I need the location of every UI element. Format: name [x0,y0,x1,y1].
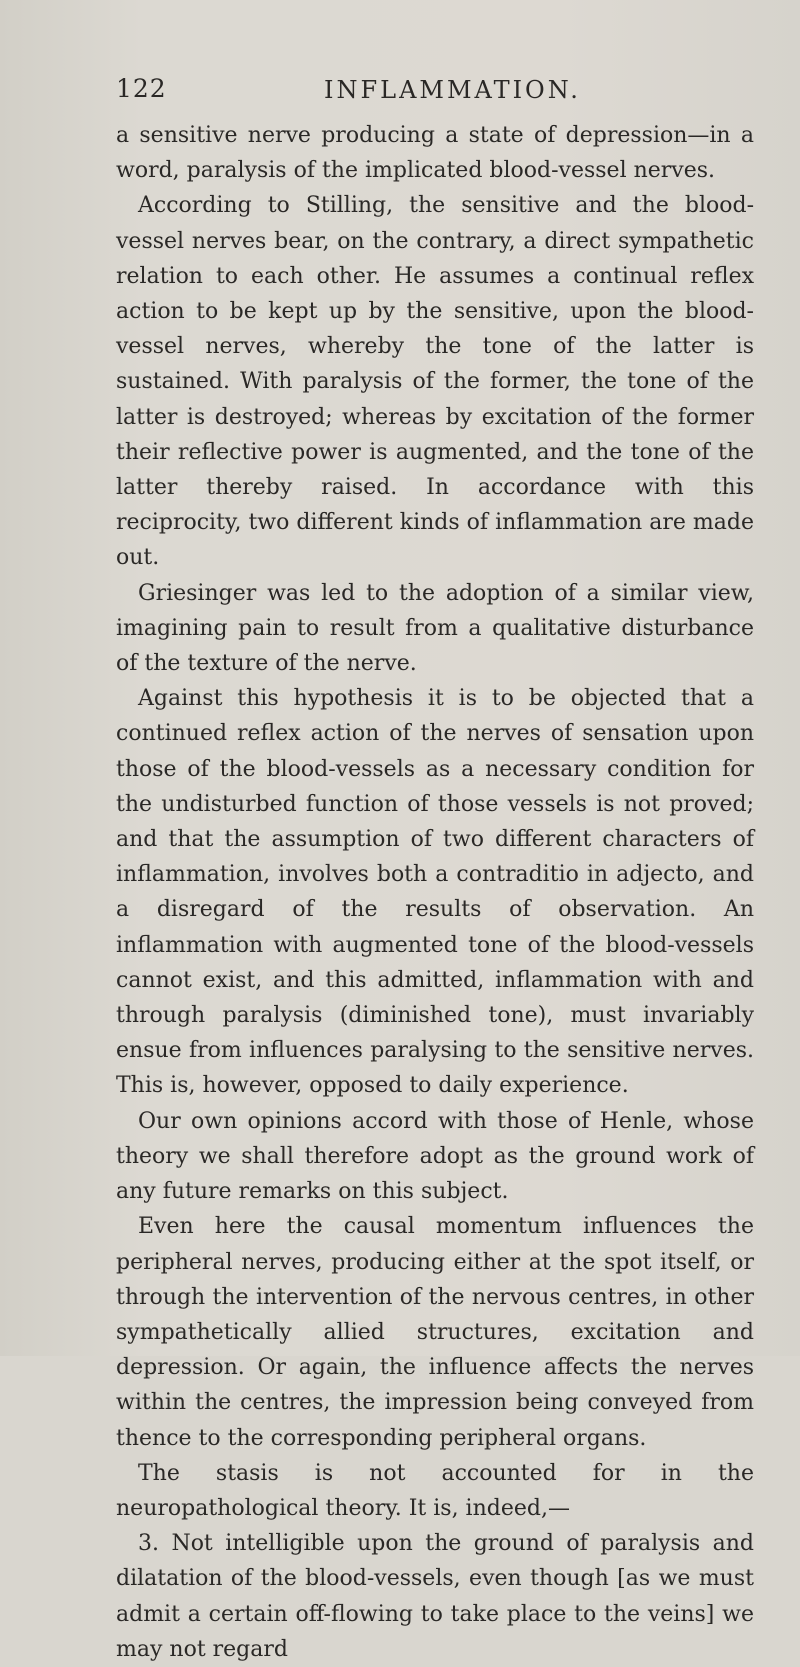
paragraph-henle: Our own opinions accord with those of Henle, whose theory we shall therefore adopt as the ground work of any future remarks on this subject. [116,1108,754,1205]
paragraph-griesinger: Griesinger was led to the adoption of a similar view, imagining pain to result from a qualitative disturbance of the texture of the nerve. [116,580,754,677]
running-title: INFLAMMATION. [324,76,581,104]
paragraph-objection: Against this hypothesis it is to be objected that a continued reflex action of the nerves of sensation upon those of the blood-vessels as a necessary condition for the undisturbed function of those vessels is not proved; and that the assumption of two different characters of inflammation, involves both a contraditio in adjecto, and a disregard of the results of observation. An inflammation with augmented tone of the blood-vessels cannot exist, and this admitted, inflammation with and through paralysis (diminished tone), must invariably ensue from influences paralysing to the sensitive nerves. This is, however, opposed to daily experience. [116,686,754,1099]
paragraph-stasis: The stasis is not accounted for in the neuropathological theory. It is, indeed,— [116,1460,754,1521]
paragraph-stilling: According to Stilling, the sensitive and the blood-vessel nerves bear, on the contrary, a direct sympathetic relation to each other. He assumes a continual reflex action to be kept up by the sensitive, upon the blood-vessel nerves, whereby the tone of the latter is sustained. With paralysis of the former, the tone of the latter is destroyed; whereas by excitation of the former their reflective power is augmented, and the tone of the latter thereby raised. In accordance with this reciprocity, two different kinds of inflammation are made out. [116,193,754,571]
paragraph-point-3: 3. Not intelligible upon the ground of paralysis and dilatation of the blood-vessels, even though [as we must admit a certain off-flowing to take place to the veins] we may not regard [116,1531,754,1662]
running-head [116,74,754,114]
page-number: 122 [116,74,167,103]
paragraph-continuation: a sensitive nerve producing a state of depression—in a word, paralysis of the implicated blood-vessel nerves. [116,123,754,184]
body-text [116,118,754,1667]
paragraph-causal-momentum: Even here the causal momentum influences the peripheral nerves, producing either at the spot itself, or through the intervention of the nervous centres, in other sympathetically allied structures, excitation and depression. Or again, the influence affects the nerves within the centres, the impression being conveyed from thence to the corresponding peripheral organs. [116,1214,754,1451]
